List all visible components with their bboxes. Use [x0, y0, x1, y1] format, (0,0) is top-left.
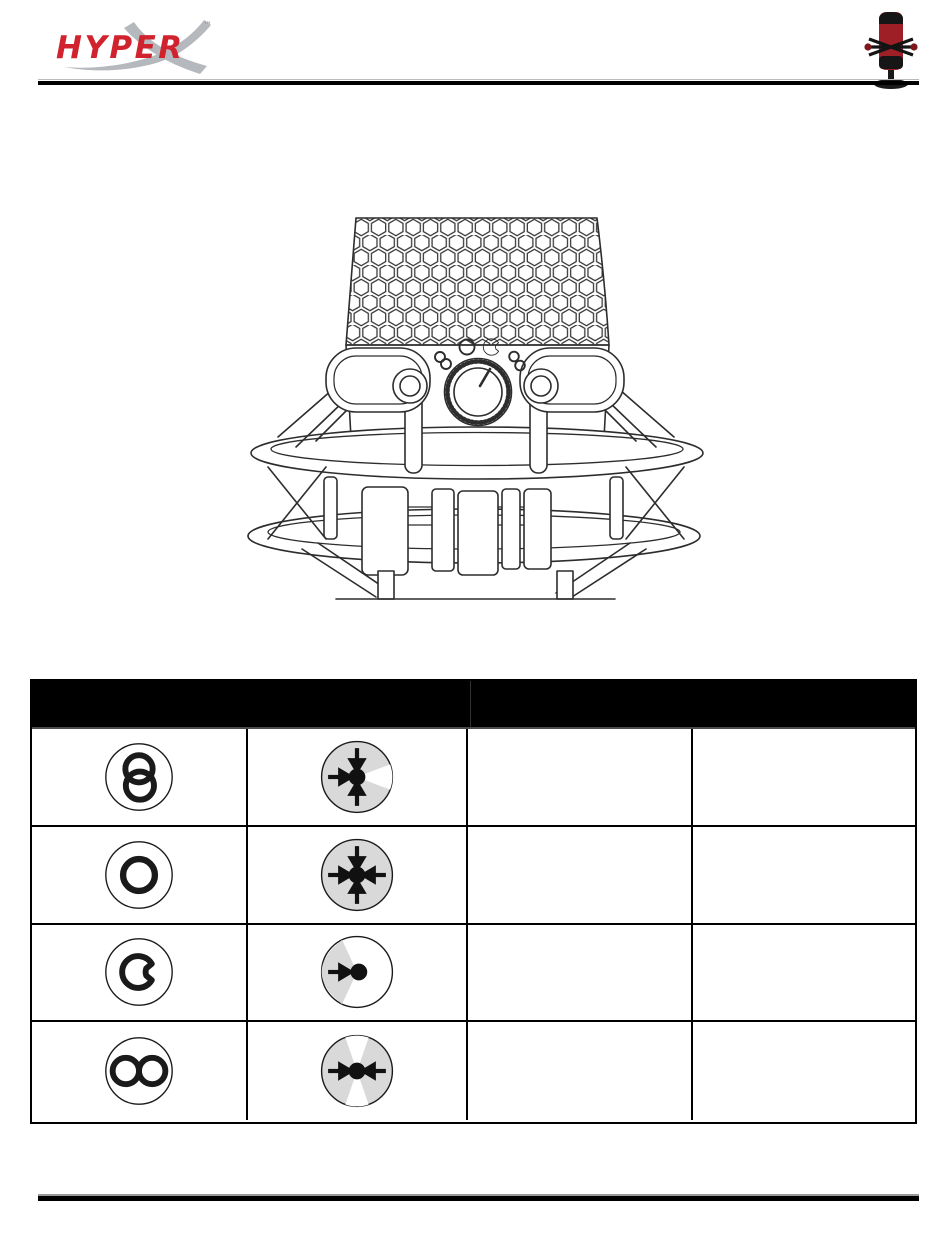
table-row-omnidirectional: [32, 827, 915, 925]
table-body: [32, 729, 915, 1120]
pattern-icon-cell: [32, 729, 248, 825]
description-cell-empty: [693, 827, 915, 923]
table-row-cardioid: [32, 925, 915, 1023]
bidirectional-icon: [99, 1031, 179, 1111]
description-cell-empty: [693, 1022, 915, 1120]
description-cell-empty: [468, 925, 693, 1021]
description-cell-empty: [468, 827, 693, 923]
omnidirectional-icon: [99, 835, 179, 915]
pattern-icon-cell: [32, 925, 248, 1021]
description-cell-empty: [468, 729, 693, 825]
pattern-icon-cell: [32, 1022, 248, 1120]
upper-ring: [251, 427, 703, 479]
polar-pattern-table: [30, 679, 917, 1124]
description-cell-empty: [693, 925, 915, 1021]
cardioid-icon: [99, 932, 179, 1012]
table-header-cell-right: [470, 681, 915, 727]
pattern-icon-cell: [32, 827, 248, 923]
pickup-diagram-cell: [248, 827, 468, 923]
omnidirectional-pickup-icon: [316, 834, 398, 916]
description-cell-empty: [468, 1022, 693, 1120]
pickup-diagram-cell: [248, 925, 468, 1021]
cardioid-pickup-icon: [316, 931, 398, 1013]
polar-pattern-knob: [445, 359, 512, 426]
footer-divider: [38, 1196, 919, 1201]
header-divider: [38, 81, 919, 85]
pickup-diagram-cell: [248, 729, 468, 825]
logo-trademark: ™: [203, 21, 212, 31]
quadcast-microphone-shock-mount-line-drawing: [240, 205, 710, 605]
table-header-cell-left: [32, 681, 470, 727]
hyperx-logo: [56, 16, 216, 80]
description-cell-empty: [693, 729, 915, 825]
stereo-pickup-icon: [316, 736, 398, 818]
table-header-row: [32, 681, 915, 729]
mesh-grille: [346, 218, 609, 345]
table-row-stereo: [32, 729, 915, 827]
bidirectional-pickup-icon: [316, 1030, 398, 1112]
table-row-bidirectional: [32, 1022, 915, 1120]
pickup-diagram-cell: [248, 1022, 468, 1120]
header-divider-shadow: [38, 79, 919, 80]
stereo-icon: [99, 737, 179, 817]
logo-brand-text: HYPER: [56, 30, 185, 66]
